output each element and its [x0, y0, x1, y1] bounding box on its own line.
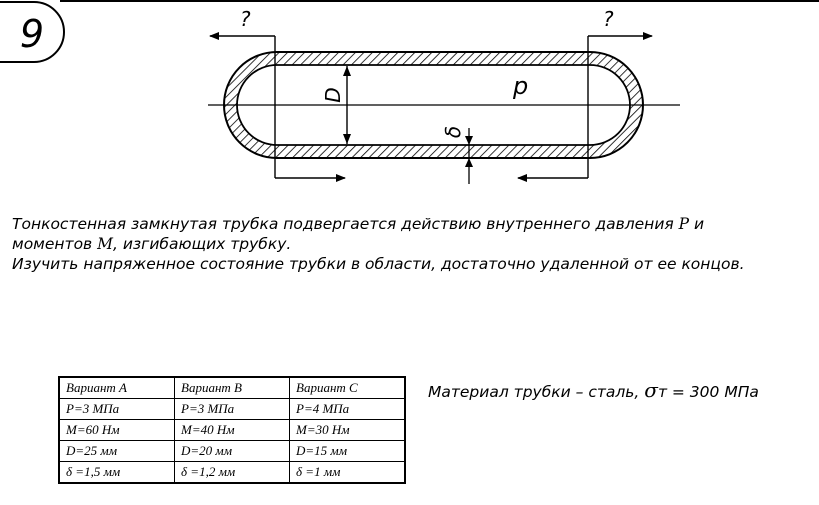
variants-header-row	[59, 377, 405, 399]
table-cell: M=40 Нм	[175, 420, 290, 441]
table-cell: P=3 МПа	[175, 399, 290, 420]
table-cell: D=15 мм	[290, 441, 406, 462]
problem-number: 9	[19, 12, 45, 56]
moment-symbol: M	[97, 235, 113, 253]
problem-number-badge	[0, 2, 64, 62]
variant-c-header: Вариант C	[290, 377, 406, 399]
pressure-label: p	[513, 72, 529, 100]
table-row	[59, 420, 405, 441]
material-text: Материал трубки – сталь,	[428, 383, 645, 401]
sigma-subscript: т	[657, 383, 667, 401]
table-cell: D=20 мм	[175, 441, 290, 462]
pressure-symbol: P	[678, 215, 690, 233]
moment-left-label: ?	[240, 7, 251, 31]
problem-statement	[12, 214, 812, 274]
variant-a-header: Вариант A	[59, 377, 175, 399]
table-cell: M=60 Нм	[59, 420, 175, 441]
table-cell: δ =1,2 мм	[175, 462, 290, 484]
moment-right-label: ?	[603, 7, 614, 31]
material-value: = 300 МПа	[666, 383, 759, 401]
variants-table	[58, 376, 406, 484]
variant-b-header: Вариант B	[175, 377, 290, 399]
table-row	[59, 399, 405, 420]
table-cell: D=25 мм	[59, 441, 175, 462]
table-cell: M=30 Нм	[290, 420, 406, 441]
problem-line-1	[12, 214, 812, 234]
problem-line-2-text: моментов	[12, 235, 98, 253]
table-cell: P=3 МПа	[59, 399, 175, 420]
thickness-label: δ	[441, 125, 465, 139]
diameter-label: D	[321, 87, 345, 103]
problem-line-1-text: Тонкостенная замкнутая трубка подвергается действию внутреннего давления	[12, 215, 679, 233]
problem-line-2	[12, 234, 812, 254]
problem-line-2-end: , изгибающих трубку.	[113, 235, 292, 253]
sigma-symbol: σ	[644, 378, 658, 402]
table-row	[59, 462, 405, 484]
table-cell: δ =1 мм	[290, 462, 406, 484]
table-row	[59, 441, 405, 462]
table-cell: P=4 МПа	[290, 399, 406, 420]
material-note	[428, 378, 759, 402]
problem-line-1-end: и	[689, 215, 705, 233]
table-cell: δ =1,5 мм	[59, 462, 175, 484]
problem-line-3: Изучить напряженное состояние трубки в области, достаточно удаленной от ее концов.	[12, 255, 745, 273]
